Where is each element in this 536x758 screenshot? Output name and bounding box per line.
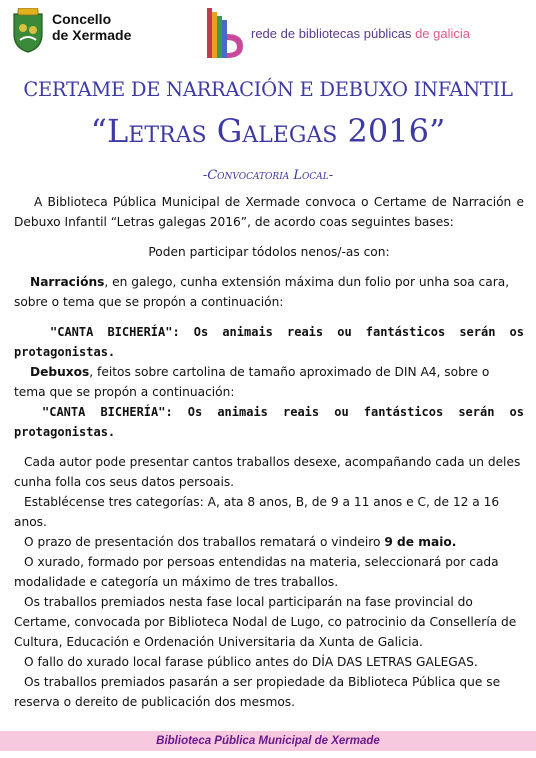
rede-text-accent: de galicia: [415, 26, 470, 41]
theme-paragraph-narracions: [14, 322, 524, 362]
concello-line1: Concello: [52, 11, 112, 27]
intro-paragraph: A Biblioteca Pública Municipal de Xermade convoca o Certame de Narración e Debuxo Infantil “Letras galegas 2016”, de acordo coas seguintes bases:: [14, 195, 524, 229]
convocatoria-subtitle: -Convocatoria Local-: [202, 168, 334, 183]
rule-verdict: O fallo do xurado local farase público antes do DÍA DAS LETRAS GALEGAS.: [24, 655, 478, 669]
certame-title: CERTAME DE NARRACIÓN E DEBUXO INFANTIL: [23, 78, 513, 101]
theme-paragraph-debuxos: [14, 402, 524, 442]
deadline-text: O prazo de presentación dos traballos rematará o vindeiro: [24, 535, 385, 549]
debuxos-label: Debuxos: [30, 365, 90, 379]
debuxos-text: , feitos sobre cartolina de tamaño aproximado de DIN A4, sobre o tema que se propón a continuación:: [14, 365, 490, 399]
concello-line2: de Xermade: [52, 27, 132, 43]
narracions-text: , en galego, cunha extensión máxima dun folio por unha soa cara, sobre o tema que se propón a continuación:: [14, 275, 510, 309]
municipal-crest-icon: [10, 8, 46, 54]
rule-ownership: Os traballos premiados pasarán a ser propiedade da Biblioteca Pública que se reserva o dereito de publicación dos mesmos.: [14, 675, 501, 709]
theme-end-debuxos: .: [107, 425, 116, 439]
rule-provincial: Os traballos premiados nesta fase local participarán na fase provincial do Certame, convocada por Biblioteca Nodal de Lugo, co patrocinio da Consellería de Cultura, Educación e Ordenación Universitaria da Xunta de Galicia.: [14, 595, 517, 649]
footer-banner: Biblioteca Pública Municipal de Xermade: [0, 731, 536, 751]
rede-bibliotecas-logo-icon: [201, 6, 245, 62]
narracions-label: Narracións: [30, 275, 105, 289]
letras-galegas-title: “Letras Galegas 2016”: [90, 112, 446, 150]
rede-text-main: rede de bibliotecas públicas: [251, 26, 416, 41]
rule-categories: Establécense tres categorías: A, ata 8 anos, B, de 9 a 11 anos e C, de 12 a 16 anos.: [14, 495, 500, 529]
theme-end-narracions: .: [107, 345, 116, 359]
document-body: [14, 192, 524, 712]
deadline-date: 9 de maio.: [384, 535, 457, 549]
rule-jury: O xurado, formado por persoas entendidas na materia, seleccionará por cada modalidade e categoría un máximo de tres traballos.: [14, 555, 499, 589]
participants-line: Poden participar tódolos nenos/-as con:: [148, 245, 390, 259]
theme-quote-narracions: "CANTA BICHERÍA": Os animais reais ou fantásticos serán os protagonistas: [14, 325, 524, 359]
document-header: [0, 0, 536, 80]
narracions-paragraph: [14, 272, 524, 312]
debuxos-paragraph: [14, 362, 524, 402]
theme-quote-debuxos: "CANTA BICHERÍA": Os animais reais ou fantásticos serán os protagonistas: [14, 405, 524, 439]
rede-bibliotecas-text: [251, 26, 470, 41]
rule-deadline: [14, 532, 524, 552]
rule-authors: Cada autor pode presentar cantos traballos desexe, acompañando cada un deles cunha folla cos seus datos persoais.: [14, 455, 521, 489]
concello-name: [52, 11, 131, 43]
